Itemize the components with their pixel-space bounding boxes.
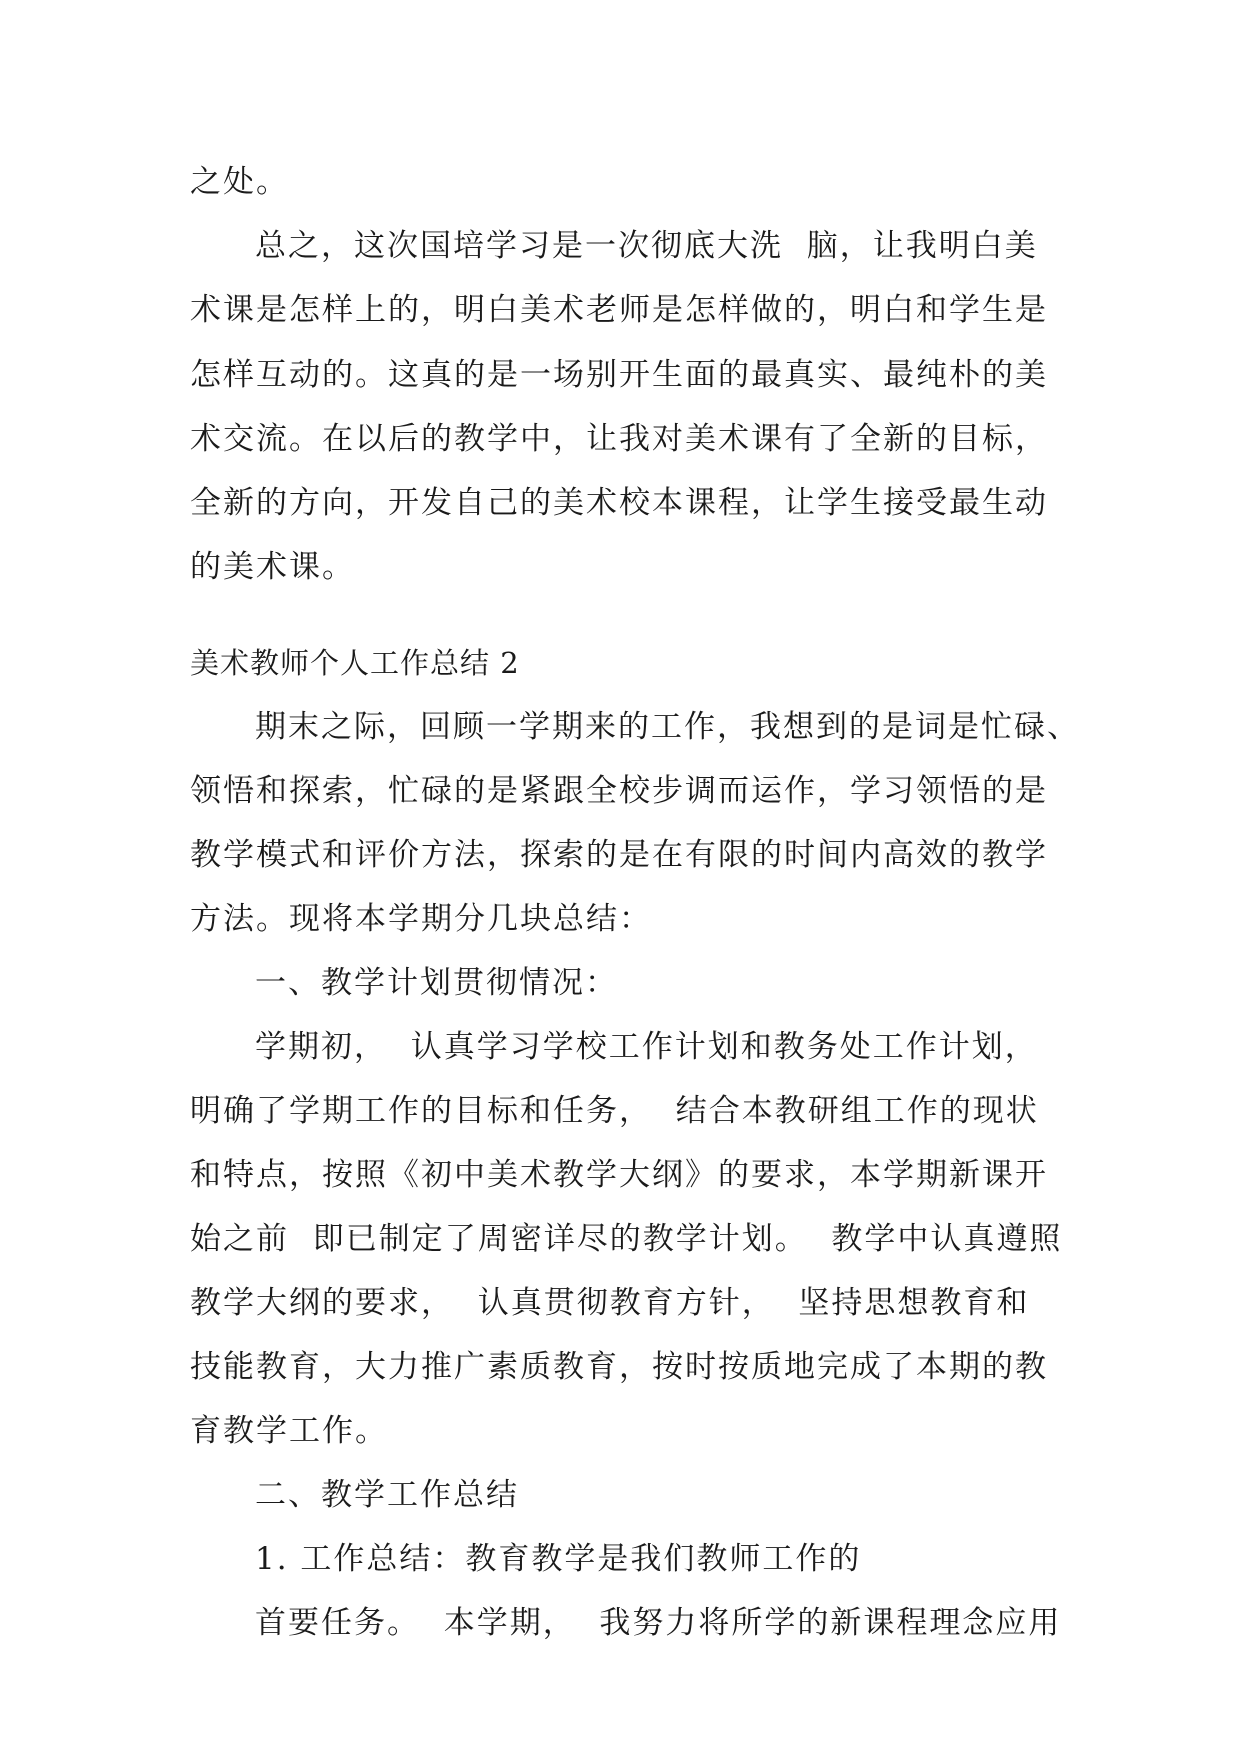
text-line: 和特点，按照《初中美术教学大纲》的要求，本学期新课开 (190, 1157, 1048, 1193)
section-heading: 美术教师个人工作总结 2 (190, 646, 520, 680)
text-line: 之处。 (190, 164, 289, 200)
text-line: 领悟和探索，忙碌的是紧跟全校步调而运作，学习领悟的是 (190, 773, 1048, 809)
text-line: 学期初， 认真学习学校工作计划和教务处工作计划， (255, 1029, 1038, 1065)
text-line: 总之，这次国培学习是一次彻底大洗 脑，让我明白美 (255, 228, 1038, 264)
text-line: 始之前 即已制定了周密详尽的教学计划。 教学中认真遵照 (190, 1221, 1063, 1257)
text-line: 怎样互动的。这真的是一场别开生面的最真实、最纯朴的美 (190, 357, 1048, 393)
text-line: 育教学工作。 (190, 1413, 388, 1449)
subsection-title: 一、教学计划贯彻情况： (255, 965, 618, 1001)
text-line: 首要任务。 本学期， 我努力将所学的新课程理念应用 (255, 1605, 1062, 1641)
text-line: 教学模式和评价方法，探索的是在有限的时间内高效的教学 (190, 837, 1048, 873)
text-line: 术课是怎样上的，明白美术老师是怎样做的，明白和学生是 (190, 292, 1048, 328)
text-line: 教学大纲的要求， 认真贯彻教育方针， 坚持思想教育和 (190, 1285, 1030, 1321)
text-line: 期末之际，回顾一学期来的工作，我想到的是词是忙碌、 (255, 709, 1080, 745)
text-line: 方法。现将本学期分几块总结： (190, 901, 652, 937)
text-line: 的美术课。 (190, 549, 355, 585)
text-line: 明确了学期工作的目标和任务， 结合本教研组工作的现状 (190, 1093, 1039, 1129)
list-item: 1. 工作总结：教育教学是我们教师工作的 (255, 1541, 862, 1577)
subsection-title: 二、教学工作总结 (255, 1477, 519, 1513)
text-line: 术交流。在以后的教学中，让我对美术课有了全新的目标， (190, 421, 1048, 457)
text-line: 全新的方向，开发自己的美术校本课程，让学生接受最生动 (190, 485, 1048, 521)
text-line: 技能教育，大力推广素质教育，按时按质地完成了本期的教 (190, 1349, 1048, 1385)
